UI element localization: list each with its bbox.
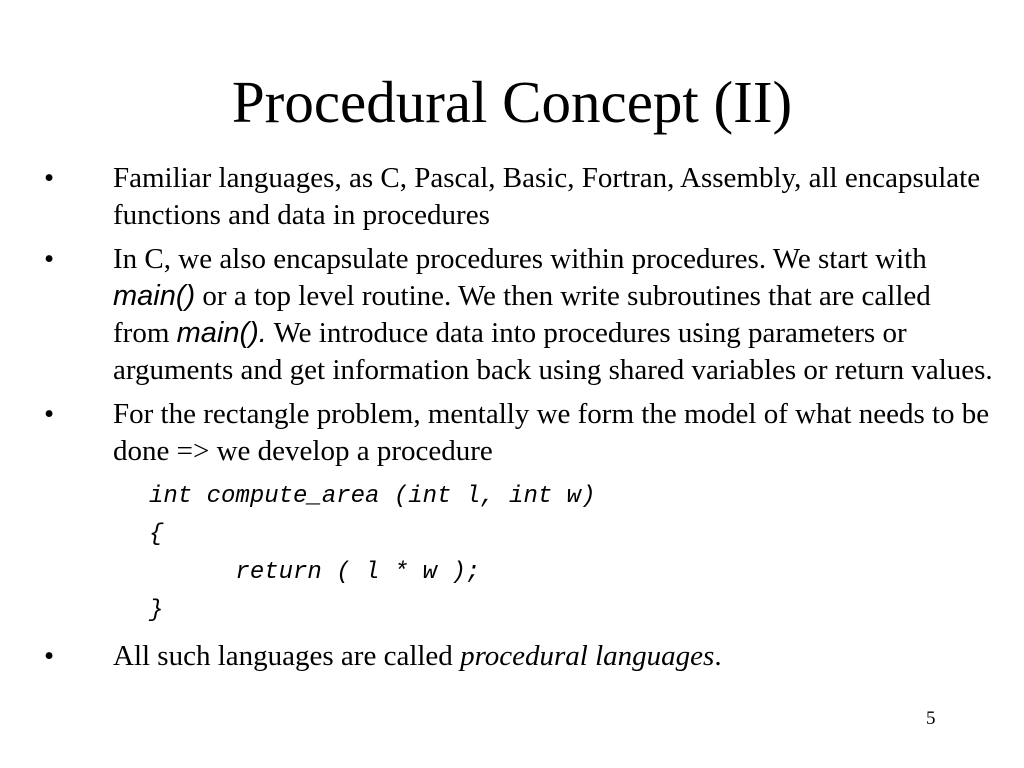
code-line: { bbox=[149, 521, 164, 548]
code-block bbox=[149, 478, 1024, 630]
bullet-item-languages bbox=[0, 160, 1024, 234]
bullet-text-part: In C, we also encapsulate procedures within procedures. We start with bbox=[113, 243, 927, 275]
code-term-main: main(). bbox=[176, 317, 267, 349]
bullet-text-part: or a top level routine. We then write subroutines that are called from bbox=[113, 280, 931, 349]
page-number: 5 bbox=[926, 708, 936, 729]
code-term-main: main() bbox=[113, 280, 196, 312]
bullet-text: Familiar languages, as C, Pascal, Basic, Fortran, Assembly, all encapsulate functions and data in procedures bbox=[113, 162, 981, 231]
bullet-item-rectangle bbox=[0, 396, 1024, 470]
bullet-marker: • bbox=[44, 162, 55, 194]
bullet-text-part: We introduce data into procedures using parameters or arguments and get information back using shared variables or return values. bbox=[113, 317, 993, 386]
slide-title: Procedural Concept (II) bbox=[231, 69, 793, 135]
code-line: } bbox=[149, 597, 164, 624]
bullet-marker: • bbox=[44, 398, 55, 430]
bullet-item-procedural bbox=[0, 638, 1024, 675]
bullet-text-part: All such languages are called bbox=[113, 640, 461, 672]
bullet-text: For the rectangle problem, mentally we form the model of what needs to be done => we develop a procedure bbox=[113, 398, 990, 467]
bullet-text-part: . bbox=[714, 640, 722, 672]
emphasis-term: procedural languages bbox=[460, 640, 715, 672]
bullet-text bbox=[113, 241, 993, 389]
bullet-marker: • bbox=[44, 243, 55, 275]
bullet-marker: • bbox=[44, 640, 55, 672]
bullet-list bbox=[0, 160, 1024, 675]
bullet-text bbox=[113, 638, 993, 675]
code-line: return ( l * w ); bbox=[149, 559, 481, 586]
code-line: int compute_area (int l, int w) bbox=[149, 483, 596, 510]
bullet-item-encapsulation bbox=[0, 241, 1024, 389]
